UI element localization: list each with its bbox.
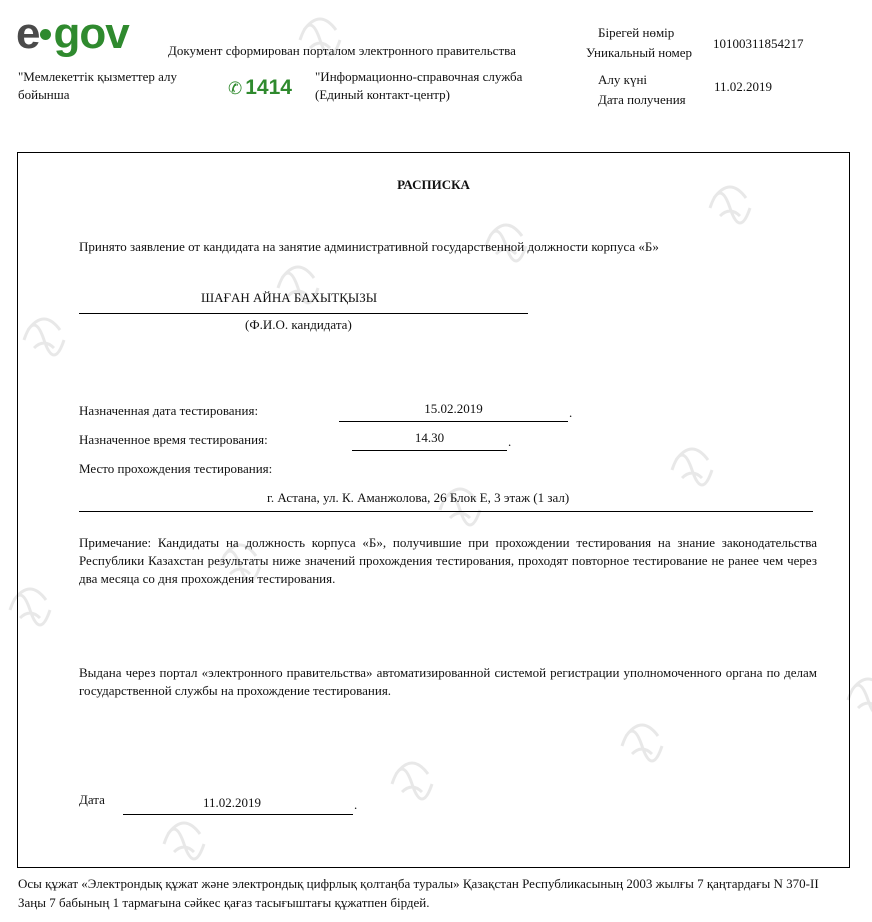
test-date-value: 15.02.2019 — [339, 400, 568, 422]
unique-number-label-ru: Уникальный номер — [586, 45, 692, 60]
place-value: г. Астана, ул. К. Аманжолова, 26 Блок Е, 3 этаж (1 зал) — [267, 490, 570, 505]
test-time-value: 14.30 — [352, 429, 507, 451]
receipt-title: РАСПИСКА — [397, 177, 470, 192]
portal-note: Документ сформирован порталом электронного правительства — [168, 43, 516, 58]
unique-number-label-kk: Бірегей нөмір — [598, 25, 675, 40]
phone-number: 1414 — [245, 76, 292, 99]
test-time-period: . — [508, 434, 512, 449]
test-date-label: Назначенная дата тестирования: — [79, 403, 259, 418]
service-kk-line1: "Мемлекеттік қызметтер алу — [18, 69, 178, 84]
service-ru-line1: "Информационно-справочная служба — [315, 69, 523, 84]
unique-number-value: 10100311854217 — [713, 36, 804, 51]
date-label: Дата — [79, 792, 105, 807]
legal-footer: Осы құжат «Электрондық құжат және электрондық цифрлық қолтаңба туралы» Қазақстан Республикасының 2003 жылғы 7 қаңтардағы N 370-II Заңы 7 бабының 1 тармағына сәйкес қағаз тасығыштағы құжатпен бірдей. — [18, 876, 819, 910]
candidate-name: ШАҒАН АЙНА БАХЫТҚЫЗЫ — [201, 290, 378, 305]
place-value-line — [79, 489, 813, 512]
service-ru-line2: (Единый контакт-центр) — [315, 87, 450, 102]
test-date-period: . — [569, 405, 573, 420]
date-value-line — [123, 794, 353, 815]
receive-date-label-kk: Алу күні — [598, 72, 648, 87]
date-period: . — [354, 797, 358, 812]
receive-date-label-ru: Дата получения — [598, 92, 686, 107]
candidate-caption: (Ф.И.О. кандидата) — [245, 317, 352, 332]
logo-gov: gov — [53, 9, 129, 58]
test-time-label: Назначенное время тестирования: — [79, 432, 268, 447]
egov-logo — [16, 10, 129, 58]
date-value: 11.02.2019 — [203, 795, 262, 810]
contact-phone — [228, 76, 292, 100]
issued-text: Выдана через портал «электронного правительства» автоматизированной системой регистрации уполномоченного органа по делам государственной службы на прохождение тестирования. — [79, 665, 817, 698]
phone-icon: ✆ — [228, 79, 243, 98]
service-kk-line2: бойынша — [18, 87, 70, 102]
logo-dot-icon — [40, 29, 51, 40]
note-text: Примечание: Кандидаты на должность корпуса «Б», получившие при прохождении тестирования на знание законодательства Республики Казахстан результаты ниже значений прохождения тестирования, проходят повторное тестирование не ранее чем через два месяца со дня прохождения тестирования. — [79, 535, 817, 586]
logo-e: e — [16, 9, 40, 58]
receive-date-value: 11.02.2019 — [714, 79, 773, 94]
place-label: Место прохождения тестирования: — [79, 461, 273, 476]
candidate-underline — [79, 313, 528, 314]
intro-text: Принято заявление от кандидата на занятие административной государственной должности корпуса «Б» — [79, 239, 659, 254]
